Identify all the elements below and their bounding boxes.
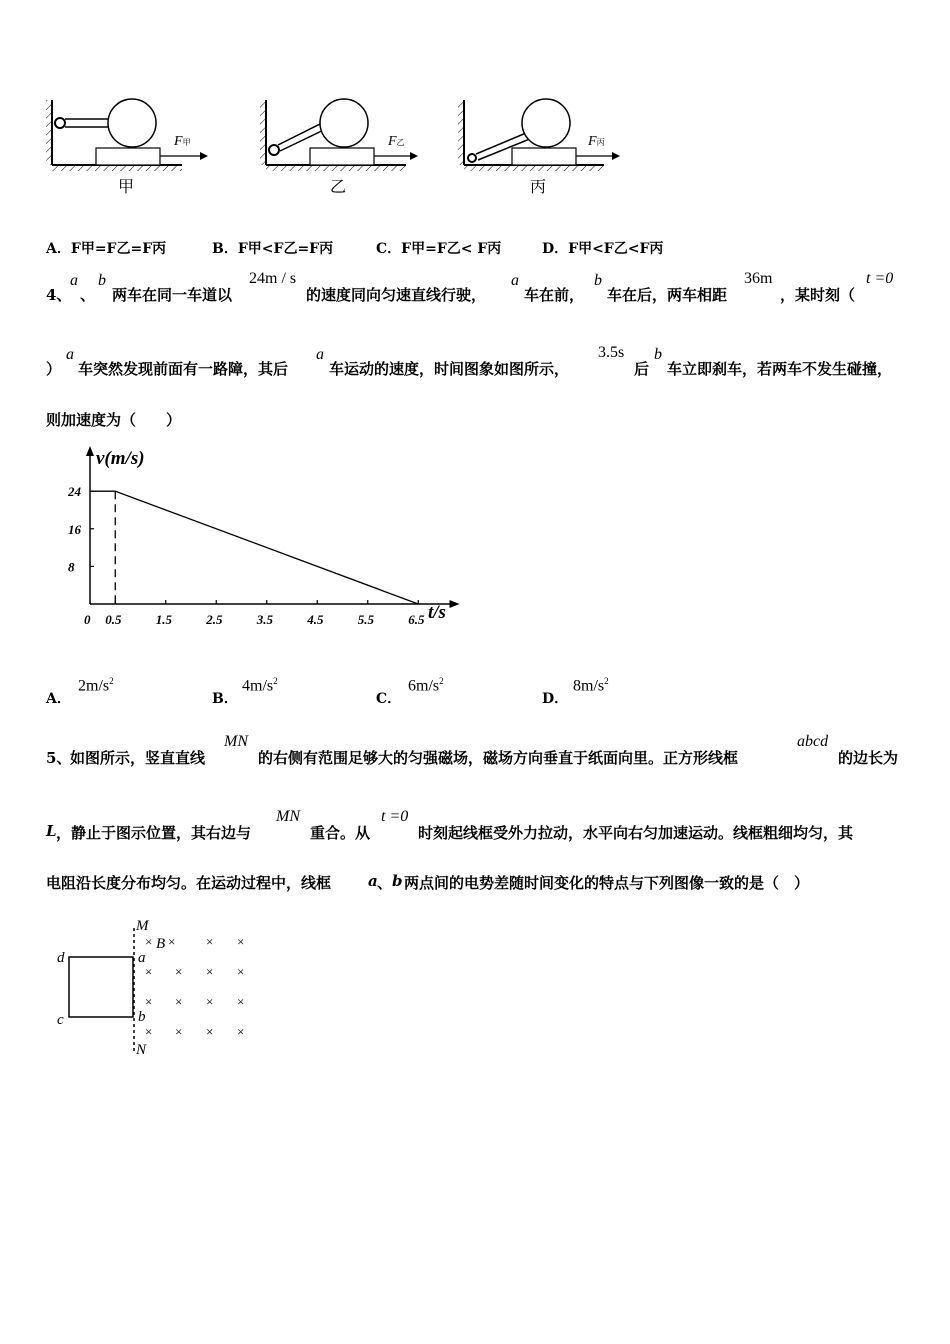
option-sup: 2: [109, 676, 114, 686]
q4-var-a: a: [70, 272, 78, 289]
y-tick-label: 16: [68, 521, 81, 537]
q4-option-a[interactable]: [46, 688, 71, 708]
q4-text-9: 后: [634, 360, 650, 378]
q3-option-a[interactable]: [46, 238, 166, 258]
q4-number: 4、: [46, 286, 72, 304]
q4-option-b-value: [242, 676, 278, 695]
field-cross: ×: [175, 994, 183, 1009]
field-cross: ×: [237, 934, 245, 949]
q4-option-d[interactable]: [542, 688, 568, 708]
option-sup: 2: [273, 676, 278, 686]
q4-text-5: ，某时刻（: [780, 286, 856, 304]
x-tick-label: 6.5: [408, 612, 425, 627]
q4-sep: 、: [80, 286, 96, 304]
q5-text-1: 如图所示，竖直直线: [70, 749, 206, 767]
label-N: N: [136, 1042, 147, 1058]
label-yi: 乙: [330, 179, 347, 196]
x-tick-label: 4.5: [307, 612, 324, 627]
force-bing-label: F丙: [588, 134, 605, 149]
y-axis-label: v(m/s): [96, 448, 145, 469]
x-tick-label: 0.5: [105, 612, 122, 627]
q4-text-6: ）: [46, 360, 62, 378]
q4-option-c-value: [408, 676, 444, 695]
option-value: 6m/s: [408, 677, 440, 695]
setup-jia: [46, 99, 208, 196]
option-sup: 2: [604, 676, 609, 686]
field-cross: ×: [206, 1024, 214, 1039]
q5-sep: 、: [377, 874, 393, 892]
field-cross: ×: [145, 994, 153, 1009]
force-jia-label: F甲: [174, 134, 191, 149]
vt-chart: [60, 440, 480, 660]
field-cross: ×: [237, 1024, 245, 1039]
q4-text-4: 车在后，两车相距: [607, 286, 728, 304]
q5-abcd: abcd: [797, 733, 829, 750]
field-cross: ×: [175, 1024, 183, 1039]
q4-distance: 36m: [744, 270, 773, 287]
setup-yi: [260, 99, 418, 196]
q4-option-c[interactable]: [376, 688, 401, 708]
field-cross: ×: [145, 964, 153, 979]
q4-var-b2: b: [594, 272, 602, 289]
q4-time: 3.5s: [598, 344, 625, 361]
label-b: b: [138, 1009, 146, 1025]
option-letter: A．: [46, 241, 71, 257]
option-letter: A．: [46, 691, 71, 707]
q4-speed: 24m / s: [249, 270, 297, 287]
label-a: a: [138, 950, 146, 966]
label-bing: 丙: [530, 179, 547, 196]
option-letter: D．: [542, 691, 569, 707]
q4-var-b: b: [98, 272, 106, 289]
field-cross: ×: [145, 934, 153, 949]
option-sup: 2: [439, 676, 444, 686]
q4-var-a3: a: [66, 346, 74, 363]
q4-text-7: 车突然发现前面有一路障，其后: [78, 360, 289, 378]
q5-text-5: 重合。从: [310, 824, 371, 842]
q4-text-10: 车立即刹车，若两车不发生碰撞，: [667, 360, 893, 378]
y-tick-label: 8: [68, 559, 75, 575]
q4-option-b[interactable]: [212, 688, 238, 708]
label-M: M: [136, 918, 149, 934]
q4-text-2: 的速度同向匀速直线行驶，: [306, 286, 487, 304]
option-value: 2m/s: [78, 677, 110, 695]
field-cross: ×: [168, 934, 176, 949]
option-value: 8m/s: [573, 677, 605, 695]
velocity-line: [90, 491, 418, 604]
field-cross: ×: [175, 964, 183, 979]
field-cross: ×: [237, 994, 245, 1009]
q5-text-8: 两点间的电势差随时间变化的特点与下列图像一致的是（ ）: [404, 874, 810, 892]
option-letter: D．: [542, 241, 569, 257]
q4-var-a2: a: [511, 272, 519, 289]
q3-option-c[interactable]: [376, 238, 501, 258]
field-cross: ×: [206, 934, 214, 949]
field-cross: ×: [145, 1024, 153, 1039]
label-d: d: [57, 950, 65, 966]
q4-option-a-value: [78, 676, 114, 695]
q5-var-b: b: [392, 872, 403, 890]
q3-option-d[interactable]: [542, 238, 663, 258]
q5-text-6: 时刻起线框受外力拉动，水平向右匀加速运动。线框粗细均匀，其: [418, 824, 854, 842]
q4-text-8: 车运动的速度，时间图象如图所示，: [329, 360, 570, 378]
q5-mn2: MN: [276, 808, 300, 825]
option-letter: C．: [376, 691, 402, 707]
q4-var-a4: a: [316, 346, 324, 363]
q5-mn: MN: [224, 733, 248, 750]
q5-text-2: 的右侧有范围足够大的匀强磁场，磁场方向垂直于纸面向里。正方形线框: [258, 749, 739, 767]
option-text: F甲=F乙=F丙: [70, 241, 167, 257]
q4-text-3: 车在前，: [524, 286, 585, 304]
label-B: B: [156, 936, 166, 952]
field-cross: ×: [237, 964, 245, 979]
q4-option-d-value: [573, 676, 609, 695]
option-letter: B．: [212, 241, 238, 257]
q5-t0: t =0: [381, 808, 409, 825]
x-tick-label: 5.5: [357, 612, 374, 627]
force-yi-label: F乙: [388, 134, 405, 149]
q4-text-11: 则加速度为（ ）: [46, 411, 182, 429]
q5-L: L: [46, 822, 57, 840]
option-letter: B．: [212, 691, 238, 707]
q5-text-3: 的边长为: [838, 749, 899, 767]
q5-number: 5、: [46, 749, 72, 767]
q4-t0: t =0: [866, 270, 894, 287]
x-tick-label: 3.5: [256, 612, 273, 627]
square-frame: [69, 957, 133, 1017]
q5-text-7: 电阻沿长度分布均匀。在运动过程中，线框: [46, 874, 332, 892]
option-letter: C．: [376, 241, 402, 257]
q3-figure: [40, 90, 630, 200]
field-cross: ×: [206, 964, 214, 979]
q3-option-b[interactable]: [212, 238, 333, 258]
x-axis-label: t/s: [428, 602, 446, 623]
setup-bing: [458, 99, 620, 196]
option-value: 4m/s: [242, 677, 274, 695]
x-tick-label: 2.5: [206, 612, 223, 627]
option-text: F甲=F乙< F丙: [401, 241, 502, 257]
q4-text-1: 两车在同一车道以: [112, 286, 233, 304]
x-tick-label: 1.5: [155, 612, 172, 627]
x-axis-arrow: [450, 600, 460, 608]
label-jia: 甲: [118, 179, 135, 196]
option-text: F甲<F乙<F丙: [568, 241, 664, 257]
y-axis-arrow: [86, 446, 94, 456]
option-text: F甲<F乙=F丙: [237, 241, 334, 257]
y-tick-label: 24: [68, 484, 81, 500]
field-cross: ×: [206, 994, 214, 1009]
x-tick-label: 0: [84, 612, 91, 627]
q5-text-4: ，静止于图示位置，其右边与: [56, 824, 252, 842]
q5-figure: [50, 914, 260, 1064]
label-c: c: [57, 1012, 64, 1028]
q4-var-b3: b: [654, 346, 662, 363]
q5-var-a: a: [368, 872, 378, 890]
